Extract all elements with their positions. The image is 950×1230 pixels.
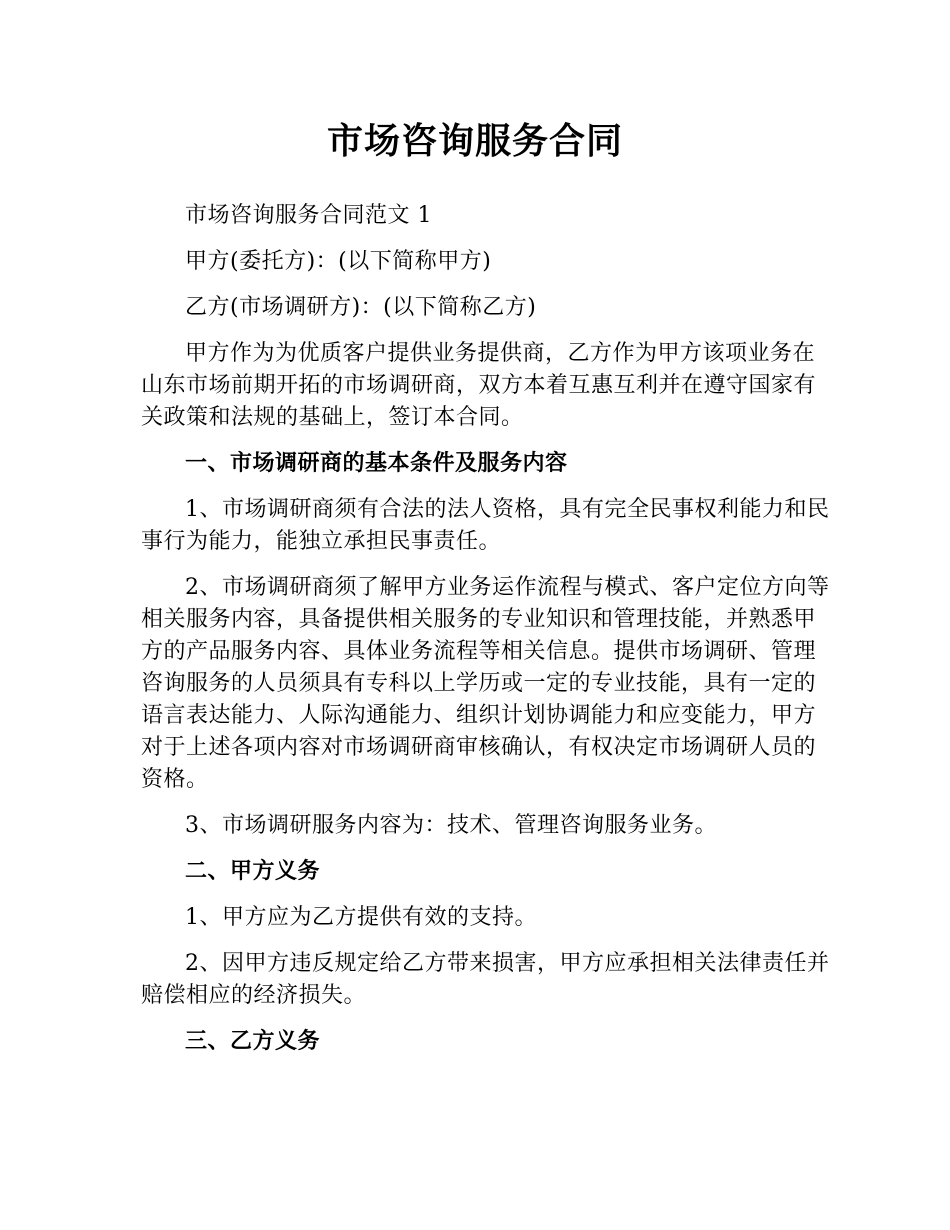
section-heading-2: 二、甲方义务 — [185, 859, 321, 884]
paragraph-sample-title: 市场咨询服务合同范文 1 — [185, 203, 432, 228]
clause-2-2: 2、因甲方违反规定给乙方带来损害，甲方应承担相关法律责任并赔偿相应的经济损失。 — [141, 951, 830, 1008]
clause-1-2: 2、市场调研商须了解甲方业务运作流程与模式、客户定位方向等相关服务内容，具备提供相关服务的专业知识和管理技能，并熟悉甲方的产品服务内容、具体业务流程等相关信息。提供市场调研、管理咨询服务的人员须具有专科以上学历或一定的专业技能，具有一定的语言表达能力、人际沟通能力、组织计划协调能力和应变能力，甲方对于上述各项内容对市场调研商审核确认，有权决定市场调研人员的资格。 — [141, 575, 830, 792]
section-heading-1: 一、市场调研商的基本条件及服务内容 — [185, 451, 568, 476]
paragraph-party-b: 乙方(市场调研方)：(以下简称乙方) — [185, 295, 537, 320]
clause-2-1: 1、甲方应为乙方提供有效的支持。 — [185, 905, 537, 930]
section-heading-3: 三、乙方义务 — [185, 1029, 321, 1054]
clause-1-3: 3、市场调研服务内容为：技术、管理咨询服务业务。 — [185, 813, 717, 838]
paragraph-preamble: 甲方作为为优质客户提供业务提供商，乙方作为甲方该项业务在山东市场前期开拓的市场调研商，双方本着互惠互利并在遵守国家有关政策和法规的基础上，签订本合同。 — [141, 341, 817, 430]
document-title: 市场咨询服务合同 — [326, 121, 623, 162]
paragraph-party-a: 甲方(委托方)：(以下简称甲方) — [185, 249, 492, 274]
clause-1-1: 1、市场调研商须有合法的法人资格，具有完全民事权利能力和民事行为能力，能独立承担民事责任。 — [141, 497, 830, 554]
document-body — [141, 200, 831, 1072]
